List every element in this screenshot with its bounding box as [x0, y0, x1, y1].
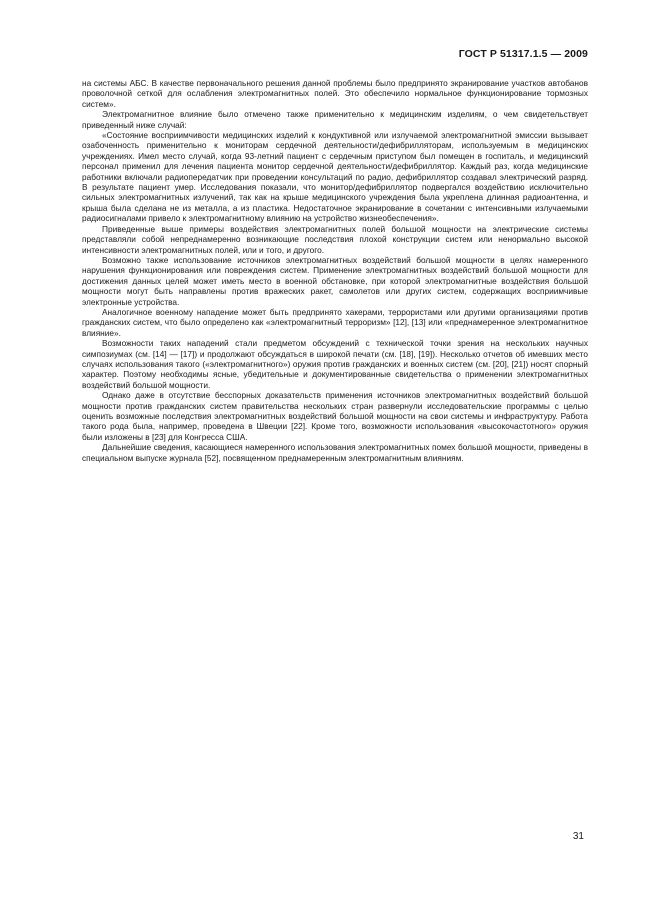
paragraph-medical-intro: Электромагнитное влияние было отмечено также применительно к медицинским изделиям, о чем свидетельствует приведенный ниже случай:	[82, 109, 588, 130]
paragraph-examples-summary: Приведенные выше примеры воздействия электромагнитных полей большой мощности на электрические системы представляли собой непреднамеренно возникающие последствия плохой конструкции систем или ненормально высокой интенсивности электромагнитных полей, или и того, и другого.	[82, 223, 588, 255]
paragraph-government-research: Однако даже в отсутствие бесспорных доказательств применения источников электромагнитных воздействий большой мощности против гражданских систем правительства нескольких стран развернули исследовательские программы с целью оценить возможные последствия электромагнитных воздействий большой мощности на свои системы и инфраструктуру. Работа такого рода была, например, проведена в Швеции [22]. Кроме того, возможности использования «высокочастотного» оружия были изложены в [23] для Конгресса США.	[82, 390, 588, 442]
document-body	[82, 78, 588, 463]
paragraph-symposia: Возможности таких нападений стали предметом обсуждений с технической точки зрения на нескольких научных симпозиумах (см. [14] — [17]) и продолжают обсуждаться в широкой печати (см. [18], [19]). Несколько отчетов об имевших место случаях использования такого («электромагнитного») оружия против гражданских и военных систем (см. [20], [21]) носят спорный характер. Поэтому необходимы ясные, убедительные и документированные свидетельства о применении электромагнитных воздействий большой мощности.	[82, 338, 588, 390]
paragraph-continuation: на системы АБС. В качестве первоначального решения данной проблемы было предпринято экранирование участков автобанов проволочной сеткой для ослабления электромагнитных полей. Это обеспечило нормальное функционирование тормозных систем».	[82, 78, 588, 109]
page-number: 31	[572, 831, 584, 842]
paragraph-medical-quote: «Состояние восприимчивости медицинских изделий к кондуктивной или излучаемой электромагнитной эмиссии вызывает озабоченность применительно к мониторам сердечной деятельности/дефибрилляторам, используемым в медицинских учреждениях. Имел место случай, когда 93-летний пациент с сердечным приступом был помещен в госпиталь, и медицинский персонал применил для лечения пациента монитор сердечной деятельности/дефибриллятор. Каждый раз, когда медицинские работники включали радиопередатчик при проведении консультаций по радио, дефибриллятор создавал электрический разряд. В результате пациент умер. Исследования показали, что монитор/дефибриллятор подвергался воздействию исключительно сильных электромагнитных излучений, так как на крыше медицинского учреждения была укреплена длинная радиоантенна, и крыша была сделана не из металла, а из пластика. Недостаточное экранирование в сочетании с интенсивными излучаемыми радиосигналами привело к электромагнитному влиянию на устройство жизнеобеспечения».	[82, 130, 588, 224]
paragraph-further-info: Дальнейшие сведения, касающиеся намеренного использования электромагнитных помех большой мощности, приведены в специальном выпуске журнала [52], посвященном преднамеренным электромагнитным влияниям.	[82, 442, 588, 463]
standard-code-header: ГОСТ Р 51317.1.5 — 2009	[458, 48, 588, 60]
paragraph-intentional-use: Возможно также использование источников электромагнитных воздействий большой мощности в целях намеренного нарушения функционирования или повреждения систем. Применение электромагнитных воздействий большой мощности для достижения данных целей может иметь место в военной обстановке, при которой электромагнитные воздействия большой мощности могут быть направлены против вражеских ракет, самолетов или других систем, содержащих восприимчивые электронные устройства.	[82, 254, 588, 307]
paragraph-em-terrorism: Аналогичное военному нападение может быть предпринято хакерами, террористами или другими организациями против гражданских систем, что было определено как «электромагнитный терроризм» [12], [13] или «преднамеренное электромагнитное влияние».	[82, 306, 588, 338]
